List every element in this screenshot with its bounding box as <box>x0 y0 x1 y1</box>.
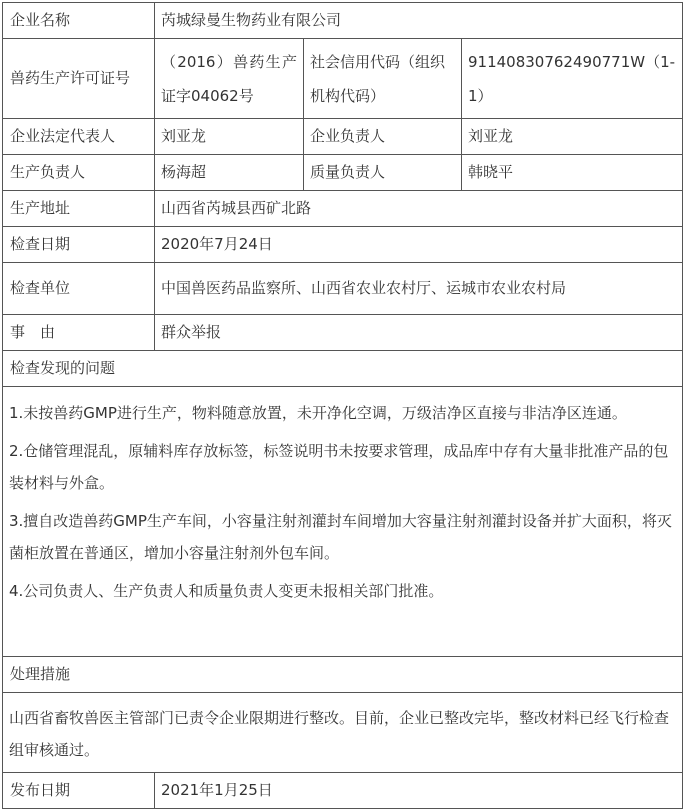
legal-rep-value: 刘亚龙 <box>155 119 304 155</box>
company-head-value: 刘亚龙 <box>462 119 683 155</box>
row-reason <box>3 315 683 351</box>
problem-item: 1.未按兽药GMP进行生产，物料随意放置，未开净化空调，万级洁净区直接与非洁净区连通。 <box>9 404 627 422</box>
credit-code-value: 91140830762490771W（1-1） <box>462 39 683 119</box>
measures-label: 处理措施 <box>3 657 683 693</box>
problem-item: 4.公司负责人、生产负责人和质量负责人变更未报相关部门批准。 <box>9 582 444 600</box>
row-license <box>3 39 683 119</box>
company-name-label: 企业名称 <box>3 3 155 39</box>
address-label: 生产地址 <box>3 191 155 227</box>
publish-date-value: 2021年1月25日 <box>155 773 683 809</box>
inspection-unit-value: 中国兽医药品监察所、山西省农业农村厅、运城市农业农村局 <box>155 263 683 315</box>
company-name-value: 芮城绿曼生物药业有限公司 <box>155 3 683 39</box>
row-problems <box>3 387 683 657</box>
legal-rep-label: 企业法定代表人 <box>3 119 155 155</box>
problems-list <box>3 387 683 657</box>
row-legal-rep <box>3 119 683 155</box>
company-head-label: 企业负责人 <box>304 119 462 155</box>
inspection-date-value: 2020年7月24日 <box>155 227 683 263</box>
production-head-value: 杨海超 <box>155 155 304 191</box>
enforcement-info-table <box>2 2 683 809</box>
problem-item: 3.擅自改造兽药GMP生产车间，小容量注射剂灌封车间增加大容量注射剂灌封设备并扩大面积，将灭菌柜放置在普通区，增加小容量注射剂外包车间。 <box>9 512 672 562</box>
credit-code-label: 社会信用代码（组织机构代码） <box>304 39 462 119</box>
row-inspection-unit <box>3 263 683 315</box>
problem-item: 2.仓储管理混乱，原辅料库存放标签，标签说明书未按要求管理，成品库中存有大量非批准产品的包装材料与外盒。 <box>9 442 669 492</box>
license-label: 兽药生产许可证号 <box>3 39 155 119</box>
inspection-date-label: 检查日期 <box>3 227 155 263</box>
quality-head-label: 质量负责人 <box>304 155 462 191</box>
publish-date-label: 发布日期 <box>3 773 155 809</box>
reason-value: 群众举报 <box>155 315 683 351</box>
row-company-name <box>3 3 683 39</box>
problems-label: 检查发现的问题 <box>3 351 683 387</box>
row-inspection-date <box>3 227 683 263</box>
reason-label: 事 由 <box>3 315 155 351</box>
row-measures <box>3 693 683 773</box>
row-publish-date <box>3 773 683 809</box>
quality-head-value: 韩晓平 <box>462 155 683 191</box>
row-address <box>3 191 683 227</box>
production-head-label: 生产负责人 <box>3 155 155 191</box>
measures-value: 山西省畜牧兽医主管部门已责令企业限期进行整改。目前，企业已整改完毕，整改材料已经飞行检查组审核通过。 <box>3 693 683 773</box>
row-measures-header <box>3 657 683 693</box>
address-value: 山西省芮城县西矿北路 <box>155 191 683 227</box>
row-production-head <box>3 155 683 191</box>
license-value: （2016）兽药生产证字04062号 <box>155 39 304 119</box>
inspection-unit-label: 检查单位 <box>3 263 155 315</box>
row-problems-header <box>3 351 683 387</box>
